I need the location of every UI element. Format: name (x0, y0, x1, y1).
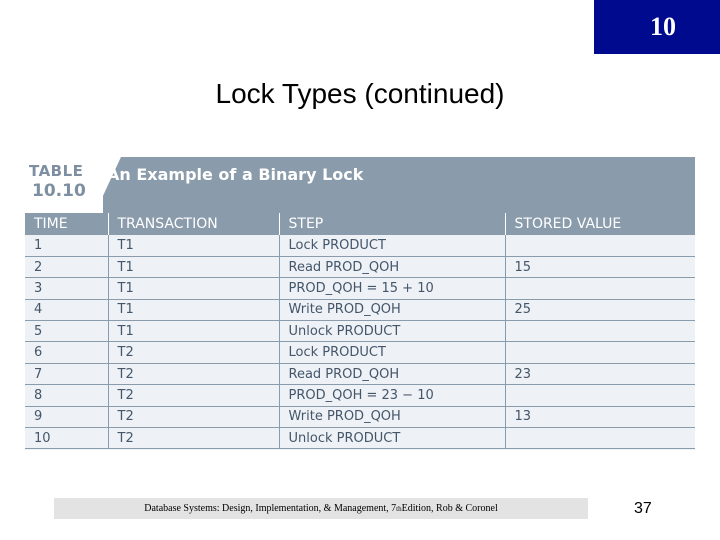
cell-transaction: T2 (108, 385, 279, 406)
table-body (25, 235, 695, 449)
cell-step: Lock PRODUCT (279, 342, 505, 363)
cell-stored-value: 25 (505, 299, 695, 320)
cell-time: 8 (25, 385, 108, 406)
cell-step: Read PROD_QOH (279, 363, 505, 384)
cell-time: 3 (25, 278, 108, 299)
table-header-row (25, 213, 695, 235)
cell-transaction: T1 (108, 321, 279, 342)
footer-text-end: Edition, Rob & Coronel (401, 503, 498, 514)
cell-time: 6 (25, 342, 108, 363)
table-row (25, 256, 695, 277)
column-header-time: TIME (25, 213, 108, 235)
cell-stored-value: 23 (505, 363, 695, 384)
cell-step: Write PROD_QOH (279, 406, 505, 427)
cell-time: 7 (25, 363, 108, 384)
table-row (25, 428, 695, 449)
cell-stored-value (505, 428, 695, 449)
table-caption: An Example of a Binary Lock (107, 165, 364, 184)
cell-stored-value (505, 342, 695, 363)
cell-step: Unlock PRODUCT (279, 428, 505, 449)
cell-time: 10 (25, 428, 108, 449)
cell-step: Unlock PRODUCT (279, 321, 505, 342)
cell-step: Read PROD_QOH (279, 256, 505, 277)
cell-transaction: T1 (108, 278, 279, 299)
table-row (25, 321, 695, 342)
cell-time: 2 (25, 256, 108, 277)
cell-transaction: T2 (108, 406, 279, 427)
cell-stored-value: 13 (505, 406, 695, 427)
table-caption-bar (25, 157, 695, 213)
table-row (25, 278, 695, 299)
binary-lock-table-figure (25, 157, 695, 450)
table-tag-number: 10.10 (32, 181, 86, 201)
table-row (25, 299, 695, 320)
cell-time: 4 (25, 299, 108, 320)
table-row (25, 363, 695, 384)
cell-time: 9 (25, 406, 108, 427)
chapter-number-badge (594, 0, 720, 54)
cell-transaction: T2 (108, 342, 279, 363)
footer-superscript: th (396, 504, 402, 513)
page-number: 37 (634, 500, 652, 517)
cell-step: PROD_QOH = 23 − 10 (279, 385, 505, 406)
lock-table (25, 213, 695, 449)
column-header-step: STEP (279, 213, 505, 235)
cell-transaction: T1 (108, 256, 279, 277)
column-header-stored-value: STORED VALUE (505, 213, 695, 235)
table-tag-word: TABLE (29, 162, 84, 180)
cell-stored-value: 15 (505, 256, 695, 277)
table-row (25, 385, 695, 406)
footer-text-start: Database Systems: Design, Implementation, & Management, 7 (144, 503, 397, 514)
cell-stored-value (505, 385, 695, 406)
slide-title: Lock Types (continued) (215, 78, 505, 109)
cell-stored-value (505, 321, 695, 342)
cell-stored-value (505, 278, 695, 299)
chapter-number: 10 (650, 12, 676, 41)
footer-citation (54, 498, 588, 519)
table-row (25, 342, 695, 363)
cell-time: 5 (25, 321, 108, 342)
cell-step: PROD_QOH = 15 + 10 (279, 278, 505, 299)
cell-step: Lock PRODUCT (279, 235, 505, 256)
cell-step: Write PROD_QOH (279, 299, 505, 320)
cell-stored-value (505, 235, 695, 256)
cell-transaction: T2 (108, 428, 279, 449)
table-row (25, 235, 695, 256)
cell-transaction: T1 (108, 235, 279, 256)
cell-time: 1 (25, 235, 108, 256)
column-header-transaction: TRANSACTION (108, 213, 279, 235)
cell-transaction: T1 (108, 299, 279, 320)
table-tag (25, 157, 103, 213)
cell-transaction: T2 (108, 363, 279, 384)
table-row (25, 406, 695, 427)
